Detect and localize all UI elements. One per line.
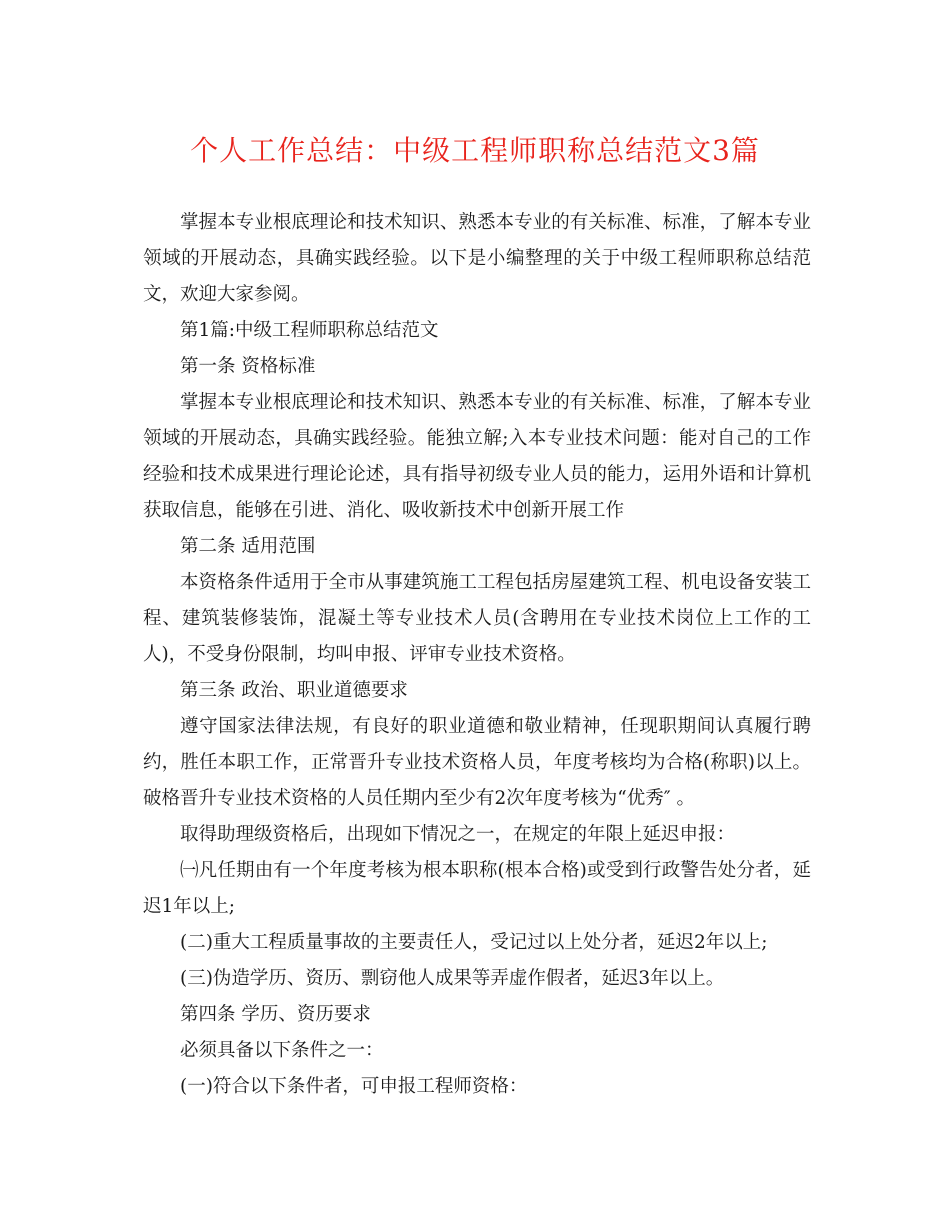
paragraph: 取得助理级资格后，出现如下情况之一，在规定的年限上延迟申报： xyxy=(180,824,736,845)
paragraph: 本资格条件适用于全市从事建筑施工工程包括房屋建筑工程、机电设备安装工程、建筑装修装饰，混凝土等专业技术人员(含聘用在专业技术岗位上工作的工人)，不受身份限制，均叫申报、评审专业技术资格。 xyxy=(143,572,811,665)
list-item: (一)符合以下条件者，可申报工程师资格： xyxy=(180,1076,528,1097)
list-item: ㈠凡任期由有一个年度考核为根本职称(根本合格)或受到行政警告处分者，延迟1年以上; xyxy=(143,860,811,917)
article-heading: 第二条 适用范围 xyxy=(180,536,316,557)
paragraph: 掌握本专业根底理论和技术知识、熟悉本专业的有关标准、标准，了解本专业领域的开展动态，具确实践经验。能独立解;入本专业技术问题：能对自己的工作经验和技术成果进行理论论述，具有指导初级专业人员的能力，运用外语和计算机获取信息，能够在引进、消化、吸收新技术中创新开展工作 xyxy=(143,392,811,521)
paragraph: 必须具备以下条件之一： xyxy=(180,1040,384,1061)
list-item: (三)伪造学历、资历、剽窃他人成果等弄虚作假者，延迟3年以上。 xyxy=(180,968,725,989)
article-heading: 第三条 政治、职业道德要求 xyxy=(180,680,408,701)
paragraph: 遵守国家法律法规，有良好的职业道德和敬业精神，任现职期间认真履行聘约，胜任本职工作，正常晋升专业技术资格人员，年度考核均为合格(称职)以上。破格晋升专业技术资格的人员任期内至少有2次年度考核为“优秀″ 。 xyxy=(143,716,811,809)
document-title: 个人工作总结：中级工程师职称总结范文3篇 xyxy=(190,134,760,167)
list-item: (二)重大工程质量事故的主要责任人，受记过以上处分者，延迟2年以上; xyxy=(180,932,768,953)
section-heading: 第1篇:中级工程师职称总结范文 xyxy=(180,320,439,341)
article-heading: 第四条 学历、资历要求 xyxy=(180,1004,371,1025)
intro-paragraph: 掌握本专业根底理论和技术知识、熟悉本专业的有关标准、标准，了解本专业领域的开展动态，具确实践经验。以下是小编整理的关于中级工程师职称总结范文，欢迎大家参阅。 xyxy=(143,212,811,305)
article-heading: 第一条 资格标准 xyxy=(180,356,316,377)
document-body xyxy=(143,205,811,1105)
